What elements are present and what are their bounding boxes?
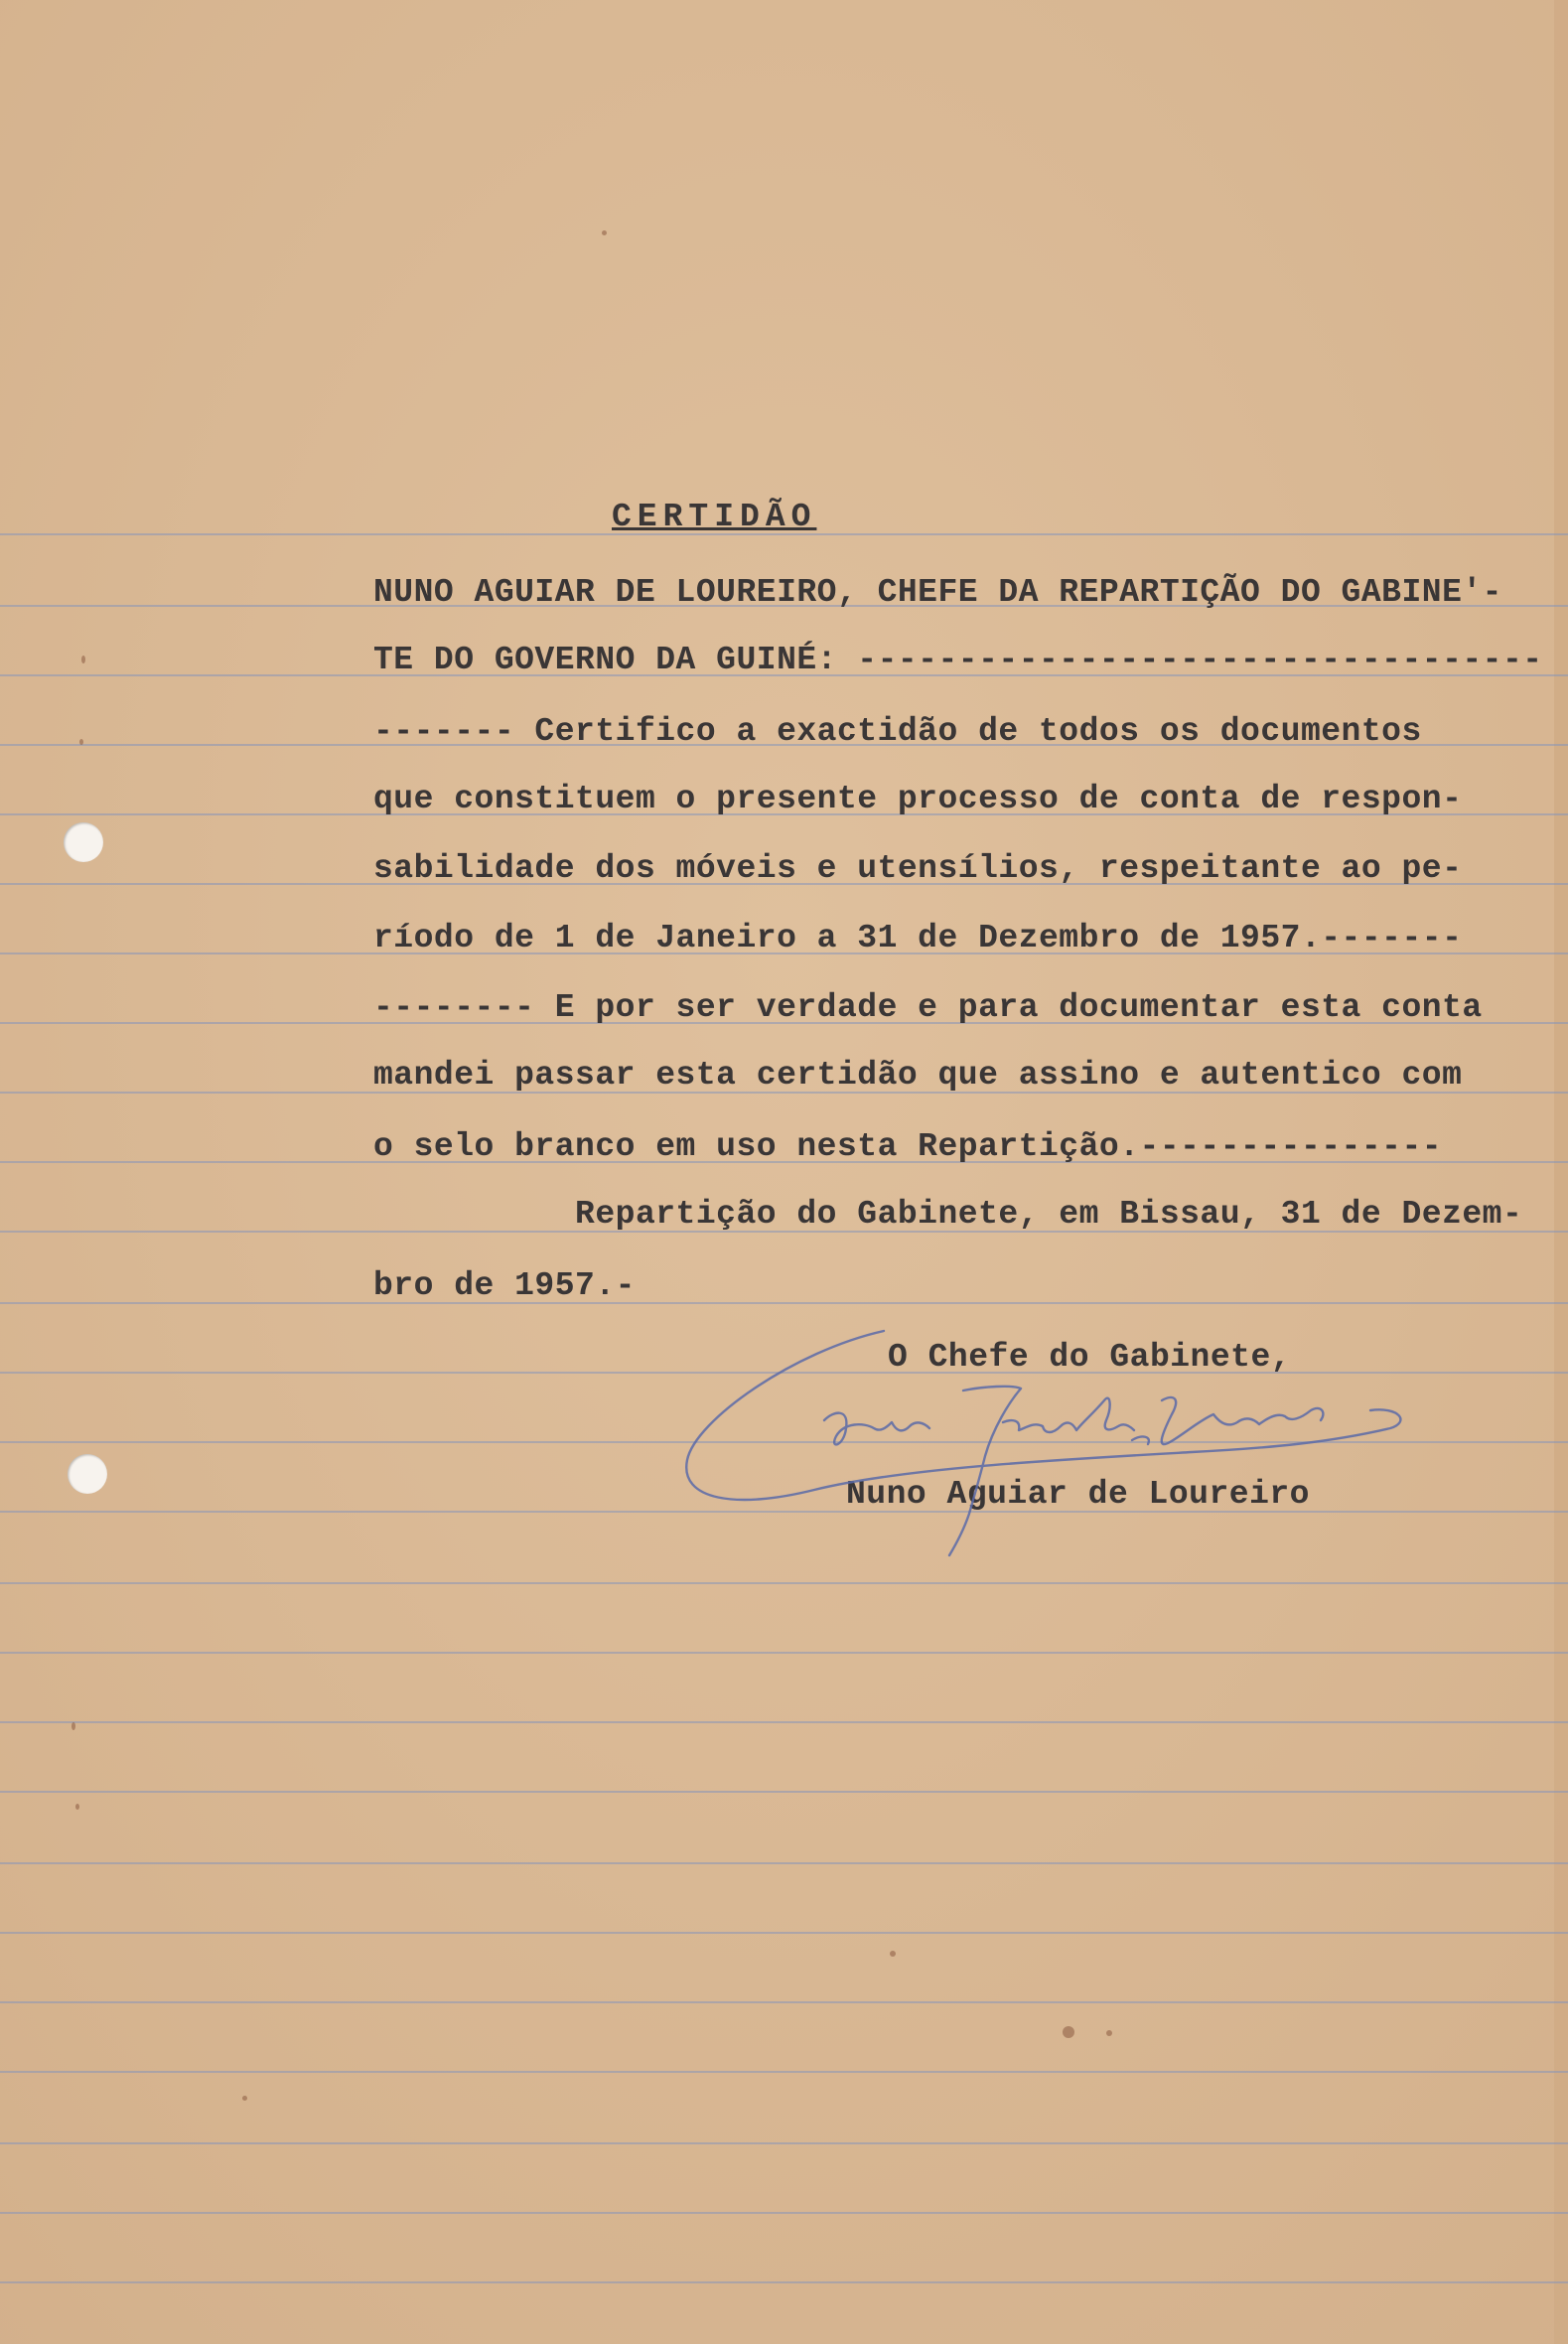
document-title: CERTIDÃO <box>612 499 817 535</box>
text-line: ríodo de 1 de Janeiro a 31 de Dezembro de 1957.------- <box>373 920 1463 956</box>
text-line: TE DO GOVERNO DA GUINÉ: ---------------------------------- <box>373 642 1543 678</box>
signature-role: O Chefe do Gabinete, <box>888 1339 1292 1376</box>
text-line: sabilidade dos móveis e utensílios, respeitante ao pe- <box>373 850 1463 887</box>
paper-speck <box>75 1804 79 1810</box>
text-line: ------- Certifico a exactidão de todos os documentos <box>373 713 1422 750</box>
paper-speck <box>79 739 83 745</box>
paper-speck <box>71 1722 75 1730</box>
paper-speck <box>81 656 85 663</box>
signature-name: Nuno Aguiar de Loureiro <box>846 1476 1310 1513</box>
paper-speck <box>890 1951 896 1957</box>
text-line: bro de 1957.- <box>373 1267 636 1304</box>
text-line: Repartição do Gabinete, em Bissau, 31 de Dezem- <box>373 1196 1523 1233</box>
punch-hole-bottom <box>68 1454 107 1494</box>
text-line: o selo branco em uso nesta Repartição.--------------- <box>373 1128 1443 1165</box>
paper-speck <box>602 230 607 235</box>
handwritten-signature <box>675 1311 1410 1559</box>
punch-hole-top <box>64 822 103 862</box>
text-line: mandei passar esta certidão que assino e autentico com <box>373 1057 1463 1094</box>
text-line: que constituem o presente processo de conta de respon- <box>373 781 1463 817</box>
text-line: -------- E por ser verdade e para documentar esta conta <box>373 989 1483 1026</box>
paper-speck <box>242 2096 247 2101</box>
paper-speck <box>1106 2030 1112 2036</box>
text-line: NUNO AGUIAR DE LOUREIRO, CHEFE DA REPARTIÇÃO DO GABINE'- <box>373 574 1502 611</box>
paper-speck <box>1063 2026 1074 2038</box>
